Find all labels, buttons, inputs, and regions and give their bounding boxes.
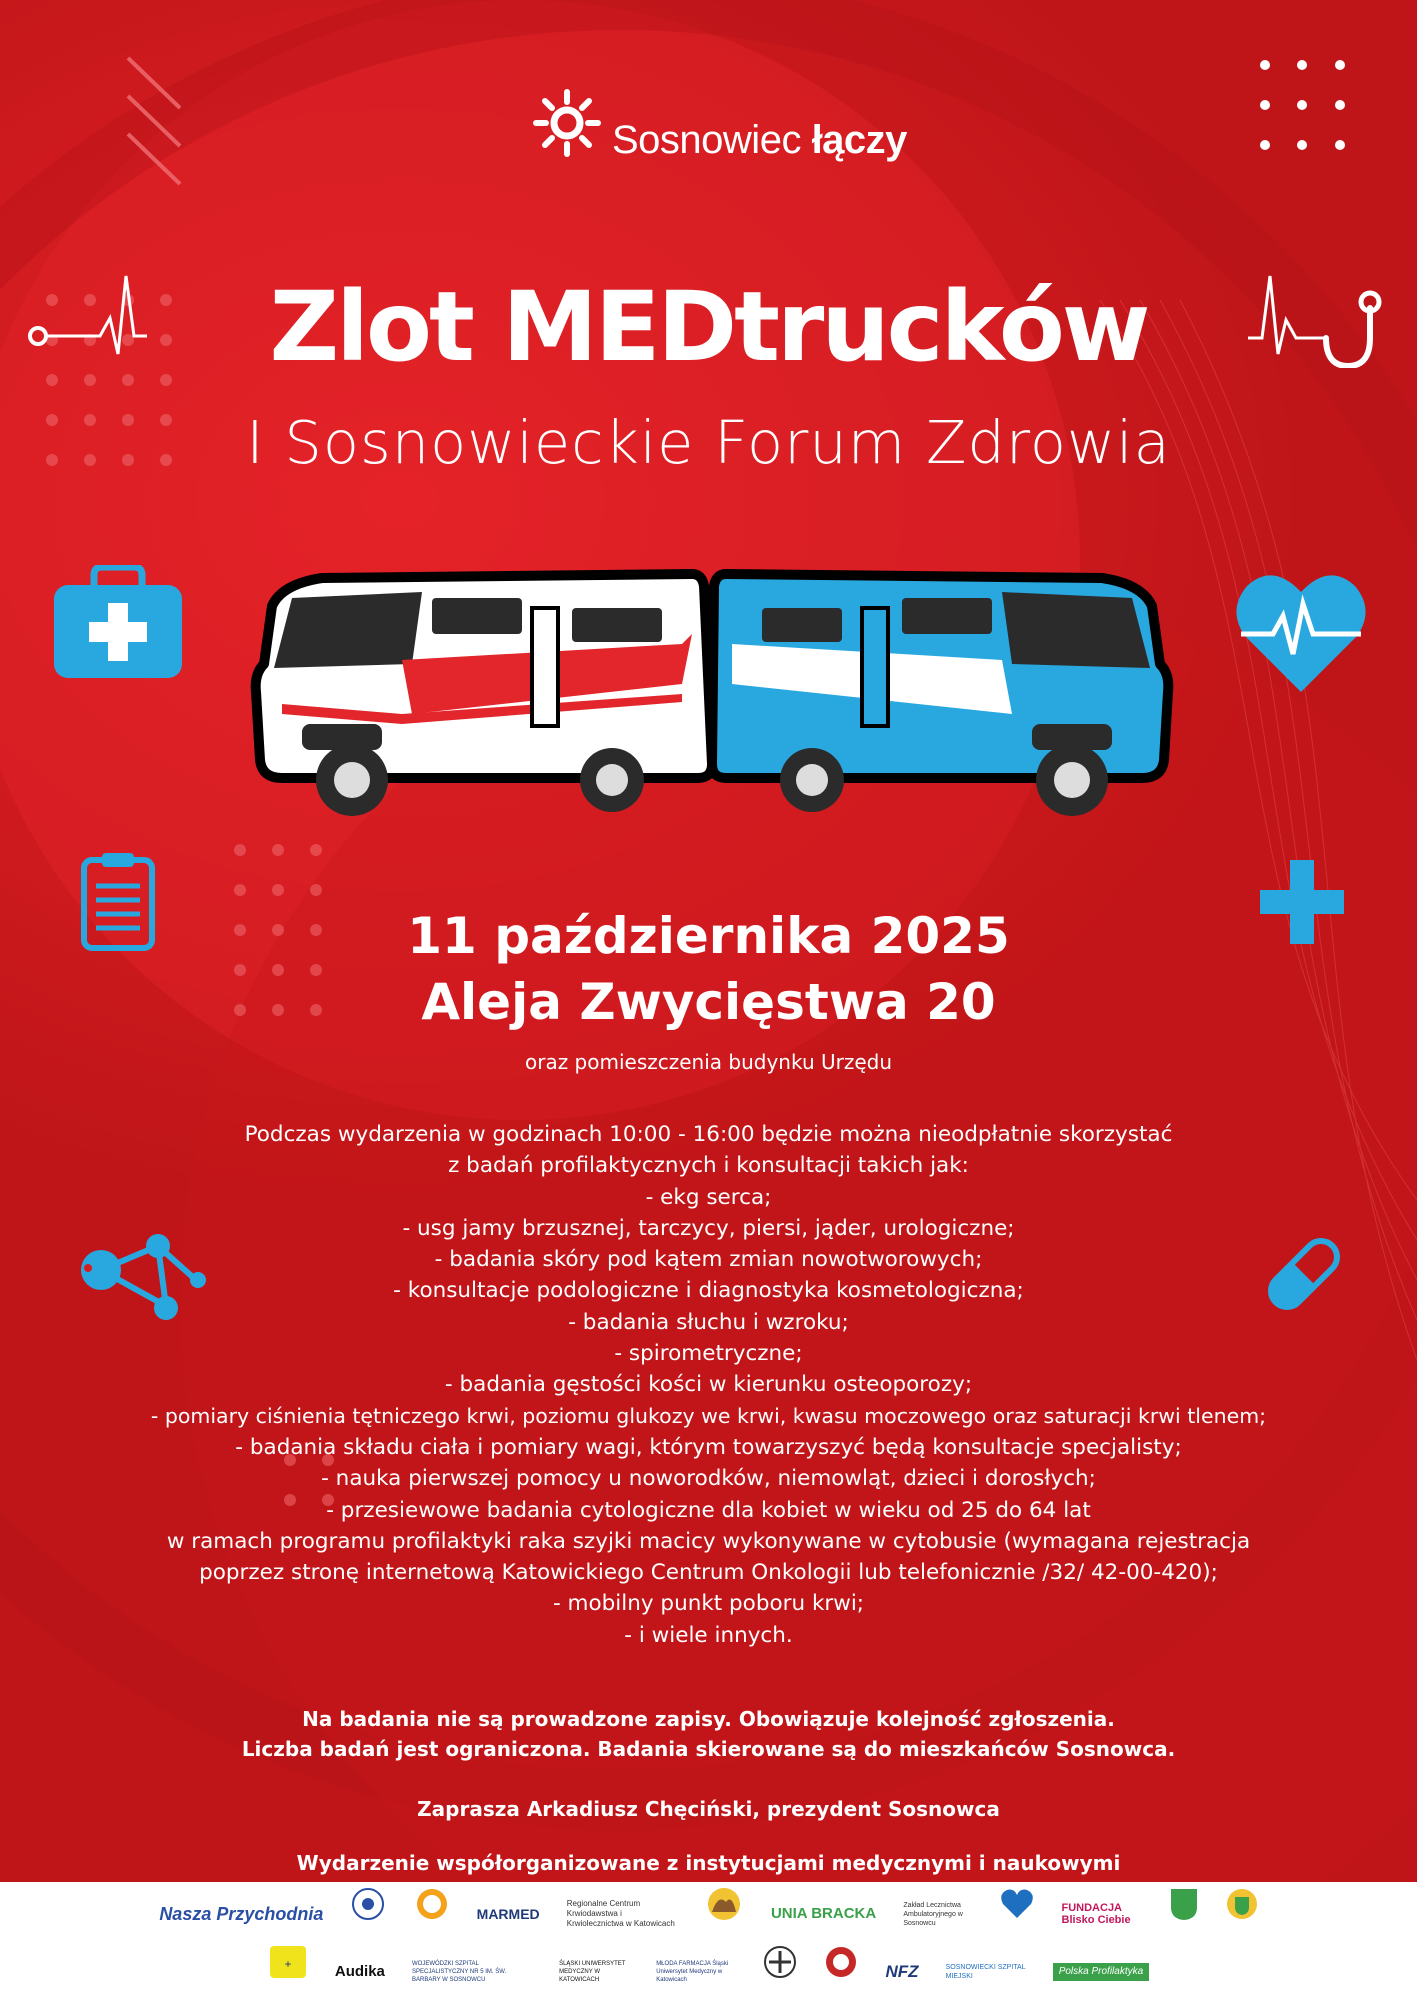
partners-row-2 bbox=[0, 1944, 1417, 1996]
partner-logo: Regionalne Centrum Krwiodawstwa i Krwiolecznictwa w Katowicach bbox=[566, 1899, 675, 1928]
partner-logo: UNIA BRACKA bbox=[770, 1905, 877, 1922]
notice-line: Na badania nie są prowadzone zapisy. Obowiązuje kolejność zgłoszenia. bbox=[302, 1707, 1115, 1731]
partner-logo: Audika bbox=[334, 1963, 385, 1980]
notice-block bbox=[0, 1704, 1417, 1764]
szpital-logo-icon bbox=[268, 1944, 308, 2000]
partner-logo: Polska Profilaktyka bbox=[1053, 1963, 1149, 1981]
service-item: - usg jamy brzusznej, tarczycy, piersi, jąder, urologiczne; bbox=[402, 1215, 1015, 1241]
intro-line: Podczas wydarzenia w godzinach 10:00 - 16:00 będzie można nieodpłatnie skorzystać bbox=[244, 1122, 1173, 1147]
event-address: Aleja Zwycięstwa 20 bbox=[421, 973, 996, 1031]
medical-bag-icon bbox=[52, 565, 184, 680]
service-item: w ramach programu profilaktyki raka szyjki macicy wykonywane w cytobusie (wymagana rejestracja bbox=[166, 1528, 1251, 1554]
service-item: - przesiewowe badania cytologiczne dla kobiet w wieku od 25 do 64 lat bbox=[326, 1497, 1091, 1523]
heart-pulse-icon bbox=[1235, 570, 1367, 695]
service-item: - badania składu ciała i pomiary wagi, którym towarzyszyć będą konsultacje specjalisty; bbox=[235, 1434, 1182, 1460]
partner-logo: NFZ bbox=[885, 1962, 919, 1981]
brand-logo bbox=[612, 118, 907, 163]
service-item: poprzez stronę internetową Katowickiego Centrum Onkologii lub telefonicznie /32/ 42-00-420); bbox=[199, 1560, 1218, 1586]
notice-line: Liczba badań jest ograniczona. Badania skierowane są do mieszkańców Sosnowca. bbox=[241, 1737, 1176, 1761]
brand-name-bold: łączy bbox=[811, 118, 907, 162]
crest-icon bbox=[1169, 1887, 1199, 1941]
medtrucks-illustration bbox=[242, 564, 1177, 822]
partner-logo: Zakład Lecznictwa Ambulatoryjnego w Sosnowcu bbox=[903, 1901, 963, 1927]
service-item: - badania gęstości kości w kierunku osteoporozy; bbox=[444, 1372, 973, 1398]
seal-icon bbox=[824, 1945, 858, 1999]
service-item: - konsultacje podologiczne i diagnostyka kosmetologiczna; bbox=[393, 1278, 1024, 1304]
brand-name: Sosnowiec bbox=[612, 118, 801, 162]
partner-logo: FUNDACJA Blisko Ciebie bbox=[1061, 1902, 1131, 1926]
service-item: - badania skóry pod kątem zmian nowotworowych; bbox=[434, 1247, 983, 1273]
red-motorhome bbox=[256, 574, 712, 816]
crest-icon bbox=[1226, 1887, 1258, 1941]
services-block bbox=[0, 1119, 1417, 1651]
service-item: - spirometryczne; bbox=[614, 1341, 803, 1367]
sun-logo-icon bbox=[532, 88, 602, 158]
service-item: - nauka pierwszej pomocy u noworodków, niemowląt, dzieci i dorosłych; bbox=[321, 1466, 1096, 1492]
service-item: - mobilny punkt poboru krwi; bbox=[552, 1591, 865, 1617]
service-item: - ekg serca; bbox=[645, 1184, 772, 1210]
invitation: Zaprasza Arkadiusz Chęciński, prezydent Sosnowca bbox=[417, 1797, 1000, 1821]
partner-logo: WOJEWÓDZKI SZPITAL SPECJALISTYCZNY NR 5 IM. ŚW. BARBARY W SOSNOWCU bbox=[412, 1961, 507, 1983]
partner-logo: Nasza Przychodnia bbox=[159, 1904, 324, 1924]
svg-text:+: + bbox=[284, 1957, 292, 1971]
service-item: - i wiele innych. bbox=[624, 1622, 793, 1648]
blue-motorhome bbox=[712, 574, 1168, 816]
intro-line: z badań profilaktycznych i konsultacji takich jak: bbox=[448, 1153, 969, 1179]
partner-logo: MŁODA FARMACJA Śląski Uniwersytet Medyczny w Katowicach bbox=[656, 1961, 729, 1983]
camel-icon bbox=[704, 1886, 744, 1942]
service-item: - badania słuchu i wzroku; bbox=[568, 1309, 849, 1335]
partner-logo: MARMED bbox=[476, 1906, 540, 1922]
partner-logo: SOSNOWIECKI SZPITAL MIEJSKI bbox=[945, 1964, 1026, 1980]
partner-logo: ŚLĄSKI UNIWERSYTET MEDYCZNY W KATOWICACH bbox=[559, 1961, 626, 1983]
partners-heading: Wydarzenie współorganizowane z instytucjami medycznymi i naukowymi bbox=[296, 1851, 1121, 1875]
event-date: 11 października 2025 bbox=[407, 907, 1010, 965]
service-item: - pomiary ciśnienia tętniczego krwi, poziomu glukozy we krwi, kwasu moczowego oraz saturacji krwi tlenem; bbox=[150, 1403, 1267, 1428]
event-title: Zlot MEDtrucków bbox=[269, 271, 1148, 383]
partners-footer bbox=[0, 1882, 1417, 2004]
partners-row-1 bbox=[0, 1886, 1417, 1938]
heart-logo-icon bbox=[1000, 1888, 1034, 1940]
address-note: oraz pomieszczenia budynku Urzędu bbox=[524, 1050, 893, 1074]
crest-icon bbox=[350, 1886, 386, 1942]
seal-icon bbox=[763, 1945, 797, 1999]
seal-icon bbox=[414, 1886, 450, 1942]
event-subtitle: I Sosnowieckie Forum Zdrowia bbox=[246, 408, 1171, 477]
